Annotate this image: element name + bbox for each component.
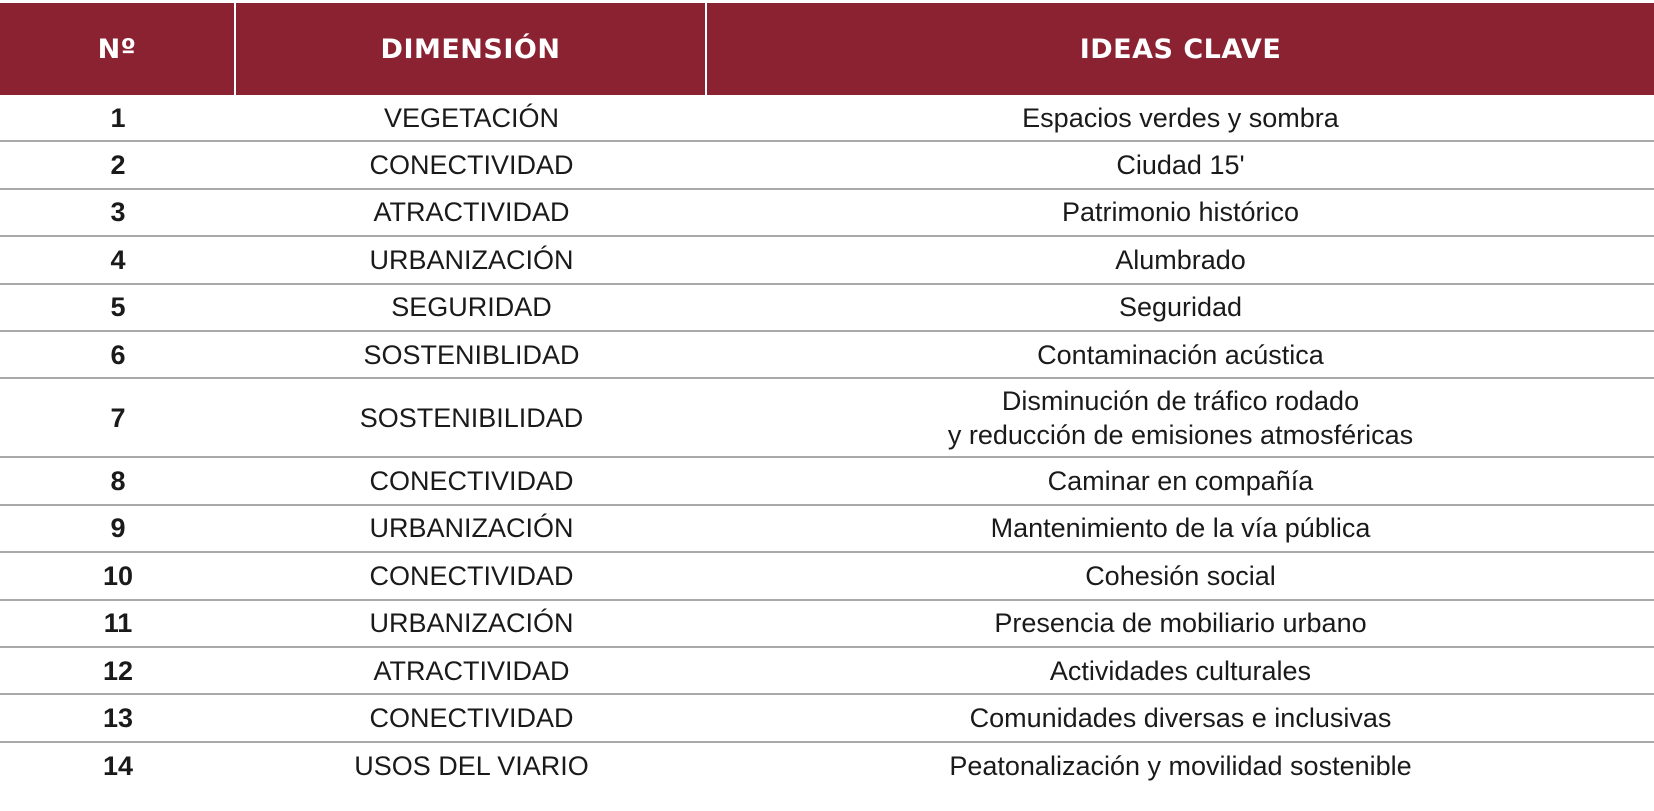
row-dimension: URBANIZACIÓN (369, 513, 574, 544)
row-num: 10 (102, 560, 134, 591)
row-dimension: CONECTIVIDAD (369, 560, 574, 591)
row-num: 6 (110, 339, 126, 370)
row-ideas (707, 458, 1654, 503)
row-ideas (707, 695, 1654, 740)
row-num: 4 (110, 244, 126, 275)
row-ideas-text: Seguridad (1118, 292, 1243, 323)
row-num: 7 (110, 402, 126, 433)
row-ideas-text: Presencia de mobiliario urbano (994, 608, 1367, 639)
row-ideas-text: Disminución de tráfico rodado y reducción de emisiones atmosféricas (947, 385, 1414, 450)
row-dimension: SOSTENIBLIDAD (363, 339, 580, 370)
row-num: 14 (102, 751, 134, 782)
table-row (0, 601, 1654, 648)
row-ideas-text: Ciudad 15' (1116, 150, 1245, 181)
row-num: 3 (110, 197, 126, 228)
table-row (0, 743, 1654, 790)
row-dimension: URBANIZACIÓN (369, 244, 574, 275)
row-dimension: USOS DEL VIARIO (354, 751, 589, 782)
row-num: 1 (110, 102, 126, 133)
table-row (0, 285, 1654, 332)
row-dimension: CONECTIVIDAD (369, 466, 574, 497)
row-ideas-text: Comunidades diversas e inclusivas (969, 702, 1392, 733)
row-ideas (707, 601, 1654, 646)
row-ideas (707, 237, 1654, 282)
row-ideas-text: Mantenimiento de la vía pública (990, 513, 1371, 544)
table-row (0, 695, 1654, 742)
row-dimension: URBANIZACIÓN (369, 608, 574, 639)
table-header (0, 3, 1654, 95)
row-ideas (707, 648, 1654, 693)
row-dimension: SEGURIDAD (391, 292, 552, 323)
row-num: 8 (110, 466, 126, 497)
row-num: 13 (102, 702, 134, 733)
row-num: 2 (110, 150, 126, 181)
table-row (0, 190, 1654, 237)
table-row (0, 237, 1654, 284)
row-dimension: CONECTIVIDAD (369, 702, 574, 733)
key-ideas-table (0, 3, 1654, 790)
table-row (0, 142, 1654, 189)
row-dimension: ATRACTIVIDAD (373, 197, 570, 228)
row-ideas (707, 95, 1654, 140)
header-dimension: DIMENSIÓN (236, 3, 707, 95)
row-ideas (707, 553, 1654, 598)
header-ideas: IDEAS CLAVE (1079, 33, 1282, 65)
row-ideas (707, 285, 1654, 330)
table-row (0, 648, 1654, 695)
row-dimension: SOSTENIBILIDAD (359, 402, 584, 433)
row-ideas-text: Caminar en compañía (1047, 466, 1314, 497)
row-ideas-text: Contaminación acústica (1037, 339, 1324, 370)
header-num: Nº (0, 3, 236, 95)
row-dimension: VEGETACIÓN (383, 102, 560, 133)
table-row (0, 379, 1654, 458)
row-ideas (707, 190, 1654, 235)
row-ideas (707, 332, 1654, 377)
table-row (0, 95, 1654, 142)
row-ideas (707, 506, 1654, 551)
row-ideas (707, 142, 1654, 187)
row-num: 11 (103, 608, 133, 639)
row-ideas (707, 743, 1654, 790)
row-ideas-text: Actividades culturales (1049, 655, 1312, 686)
row-num: 12 (102, 655, 134, 686)
row-ideas-text: Patrimonio histórico (1061, 197, 1300, 228)
row-ideas-text: Peatonalización y movilidad sostenible (949, 751, 1412, 782)
table-body (0, 95, 1654, 790)
table-row (0, 506, 1654, 553)
row-num: 5 (110, 292, 126, 323)
row-dimension: CONECTIVIDAD (369, 150, 574, 181)
row-ideas (707, 379, 1654, 456)
row-ideas-text: Cohesión social (1085, 560, 1276, 591)
row-dimension: ATRACTIVIDAD (373, 655, 570, 686)
row-ideas-text: Espacios verdes y sombra (1022, 102, 1339, 133)
table-row (0, 553, 1654, 600)
row-ideas-text: Alumbrado (1115, 244, 1246, 275)
table-row (0, 458, 1654, 505)
row-num: 9 (110, 513, 126, 544)
table-row (0, 332, 1654, 379)
